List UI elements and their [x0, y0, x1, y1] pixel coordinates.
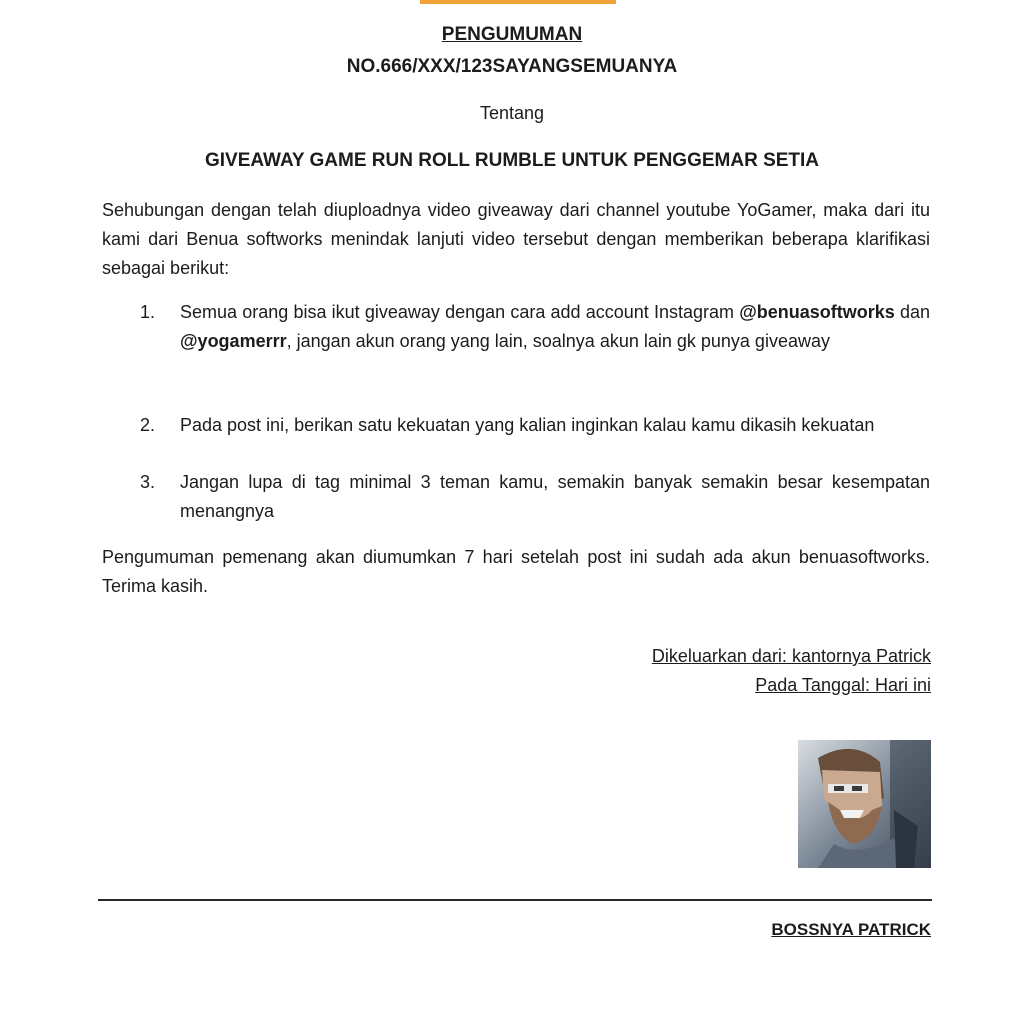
list-item [140, 468, 930, 525]
list-item-number: 1. [140, 302, 156, 322]
intro-paragraph: Sehubungan dengan telah diuploadnya video giveaway dari channel youtube YoGamer, maka dari itu kami dari Benua softworks menindak lanjuti video tersebut dengan memberikan beberapa klarifikasi sebagai berikut: [102, 200, 930, 278]
signature-divider [98, 899, 932, 901]
document-title: PENGUMUMAN [441, 24, 583, 45]
list-item-number: 2. [140, 415, 156, 435]
list-item-number: 3. [140, 472, 156, 492]
document-number: NO.666/XXX/123SAYANGSEMUANYA [346, 56, 678, 77]
list-item-text: Semua orang bisa ikut giveaway dengan cara add account Instagram @benuasoftworks dan @yogamerrr, jangan akun orang yang lain, soalnya akun lain gk punya giveaway [180, 302, 930, 351]
list-item-text: Jangan lupa di tag minimal 3 teman kamu, semakin banyak semakin besar kesempatan menangnya [180, 472, 930, 521]
signer-portrait [798, 740, 931, 868]
instagram-handle: @benuasoftworks [739, 302, 895, 322]
list-item [140, 298, 930, 355]
instagram-handle: @yogamerrr [180, 330, 287, 351]
document-subject: GIVEAWAY GAME RUN ROLL RUMBLE UNTUK PENGGEMAR SETIA [204, 150, 820, 171]
list-item-text: Pada post ini, berikan satu kekuatan yang kalian inginkan kalau kamu dikasih kekuatan [180, 415, 875, 435]
list-item [140, 411, 930, 440]
issued-date: Pada Tanggal: Hari ini [755, 675, 931, 695]
about-label: Tentang [479, 103, 545, 123]
issued-from: Dikeluarkan dari: kantornya Patrick [651, 646, 931, 666]
header-logo-strip [420, 0, 616, 4]
signer-name: BOSSNYA PATRICK [771, 920, 931, 939]
closing-paragraph: Pengumuman pemenang akan diumumkan 7 hari setelah post ini sudah ada akun benuasoftworks. Terima kasih. [102, 547, 930, 596]
